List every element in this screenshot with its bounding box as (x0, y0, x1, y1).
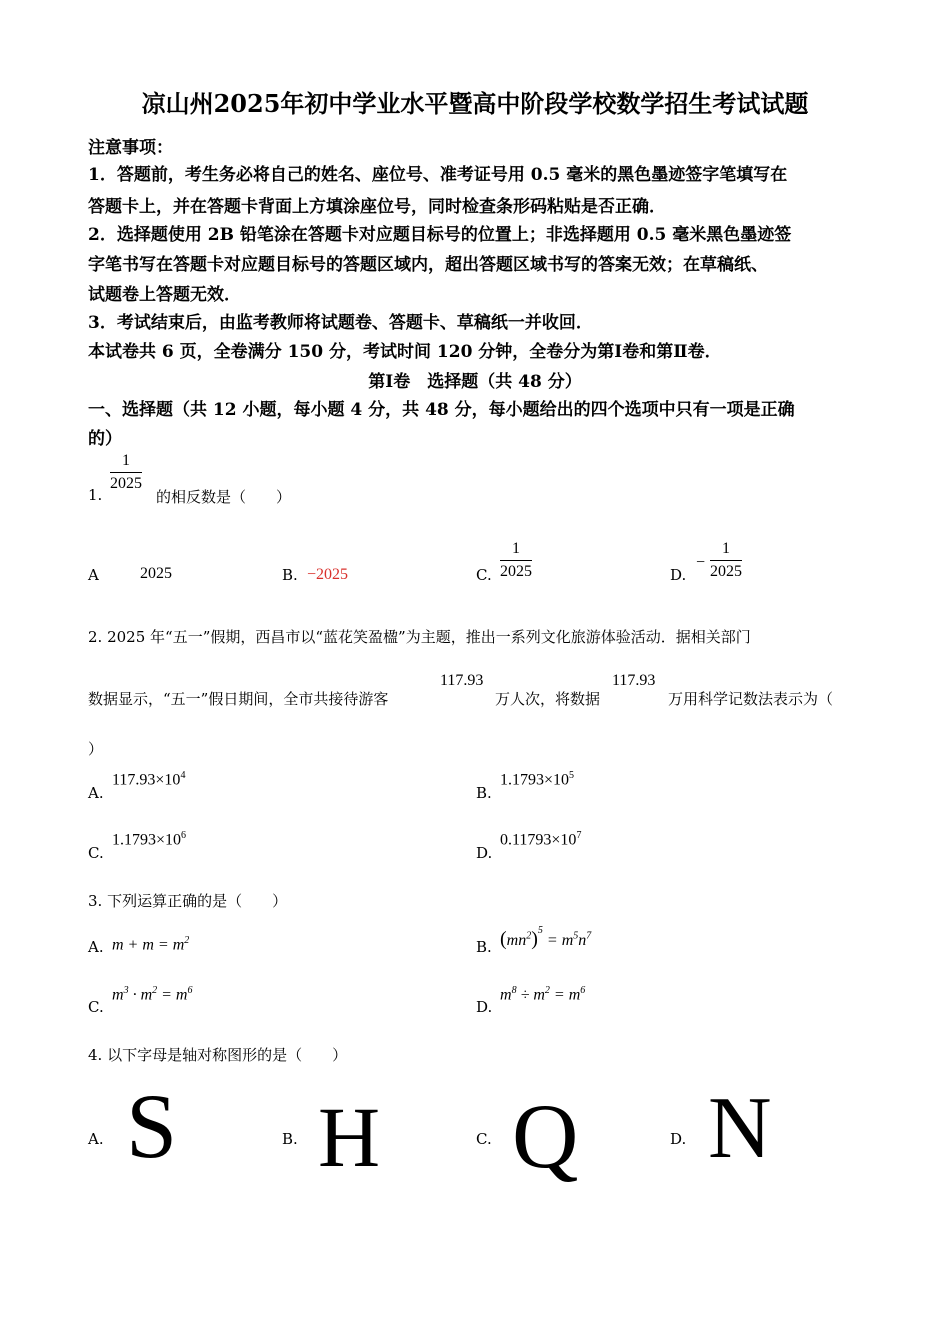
paper-summary: 本试卷共 6 页，全卷满分 150 分，考试时间 120 分钟，全卷分为第Ⅰ卷和第Ⅱ卷． (88, 342, 722, 362)
q3-option-d-label: D. (476, 998, 493, 1016)
q4-option-b-label: B. (282, 1130, 298, 1148)
q2-line-1: 2. 2025 年“五一”假期，西昌市以“蓝花笑盈楹”为主题，推出一系列文化旅游体验活动．据相关部门 (88, 628, 751, 646)
q1-option-d-label: D. (670, 566, 687, 584)
q1-fraction-denominator: 2025 (110, 475, 142, 492)
q1-stem: 的相反数是（ ） (156, 488, 292, 506)
notice-item-2-line-2: 字笔书写在答题卡对应题目标号的答题区域内，超出答题区域书写的答案无效；在草稿纸、 (88, 255, 768, 275)
q2-value-1: 117.93 (440, 672, 484, 689)
q4-option-c-letter: Q (512, 1085, 579, 1187)
q1-option-d-denominator: 2025 (710, 563, 742, 580)
q4-option-d-label: D. (670, 1130, 687, 1148)
q1-number: 1. (88, 486, 103, 504)
q4-option-a-letter: S (126, 1075, 178, 1177)
q2-option-d-label: D. (476, 844, 493, 862)
q1-option-b-value: −2025 (307, 566, 349, 583)
q2-line-3: ） (88, 740, 104, 758)
notice-item-2-line-1: 2．选择题使用 2B 铅笔涂在答题卡对应题目标号的位置上；非选择题用 0.5 毫米黑色墨迹签 (88, 225, 792, 245)
notice-item-1-line-2: 答题卡上，并在答题卡背面上方填涂座位号，同时检查条形码粘贴是否正确． (88, 197, 666, 217)
notice-heading: 注意事项： (88, 138, 173, 158)
part-heading-line-1: 一、选择题（共 12 小题，每小题 4 分，共 48 分，每小题给出的四个选项中只有一项是正确 (88, 400, 795, 420)
q1-fraction (110, 452, 142, 493)
q4-stem: 4. 以下字母是轴对称图形的是（ ） (88, 1046, 348, 1064)
q4-option-b-letter: H (318, 1089, 381, 1185)
q2-line-2c: 万用科学记数法表示为（ (668, 690, 834, 708)
q1-option-d-fraction (710, 540, 742, 581)
q2-value-2: 117.93 (612, 672, 656, 689)
q3-stem: 3. 下列运算正确的是（ ） (88, 892, 288, 910)
exam-title: 凉山州2025年初中学业水平暨高中阶段学校数学招生考试试题 (141, 89, 809, 118)
q3-option-a-label: A. (88, 938, 104, 956)
q1-option-c-numerator: 1 (512, 540, 520, 557)
q2-line-2b: 万人次，将数据 (495, 690, 601, 708)
q2-option-c-value: $1.1793\times 10^6$ (112, 830, 187, 849)
notice-item-2-line-3: 试题卷上答题无效． (88, 285, 241, 305)
q1-option-d-sign: − (696, 554, 706, 571)
part-heading-line-2: 的） (88, 429, 122, 449)
q3-option-b-label: B. (476, 938, 492, 956)
q3-option-c-expr: $m^3 \cdot m^2 = m^6$ (112, 985, 193, 1004)
q1-option-a-label: A (88, 566, 99, 584)
q1-option-c-label: C. (476, 566, 492, 584)
q2-option-b-label: B. (476, 784, 492, 802)
q1-option-c-fraction (500, 540, 532, 581)
notice-item-3: 3．考试结束后，由监考教师将试题卷、答题卡、草稿纸一并收回． (88, 313, 593, 333)
q1-fraction-numerator: 1 (122, 452, 130, 469)
q3-option-c-label: C. (88, 998, 104, 1016)
q4-option-d-letter: N (708, 1080, 772, 1177)
notice-item-1-line-1: 1．答题前，考生务必将自己的姓名、座位号、准考证号用 0.5 毫米的黑色墨迹签字笔填写在 (88, 165, 788, 185)
q3-option-d-expr: $m^8 \div m^2 = m^6$ (500, 985, 586, 1004)
q1-option-a-value: 2025 (140, 565, 172, 582)
q1-option-b-label: B. (282, 566, 298, 584)
q2-option-a-label: A. (88, 784, 104, 802)
q2-option-c-label: C. (88, 844, 104, 862)
q4-option-c-label: C. (476, 1130, 492, 1148)
q2-line-2a: 数据显示，“五一”假日期间，全市共接待游客 (88, 690, 389, 708)
q3-option-b-expr: $(mn^2)^5 = m^5n^7$ (500, 924, 592, 950)
q1-option-d-numerator: 1 (722, 540, 730, 557)
q2-option-d-value: $0.11793\times 10^7$ (500, 830, 582, 849)
q4-option-a-label: A. (88, 1130, 104, 1148)
q1-option-c-denominator: 2025 (500, 563, 532, 580)
q3-option-a-expr: $m + m = m^2$ (112, 935, 190, 954)
q2-option-b-value: $1.1793\times 10^5$ (500, 770, 575, 789)
q2-option-a-value: $117.93\times 10^4$ (112, 770, 186, 789)
volume-title: 第Ⅰ卷 选择题（共 48 分） (368, 372, 582, 392)
